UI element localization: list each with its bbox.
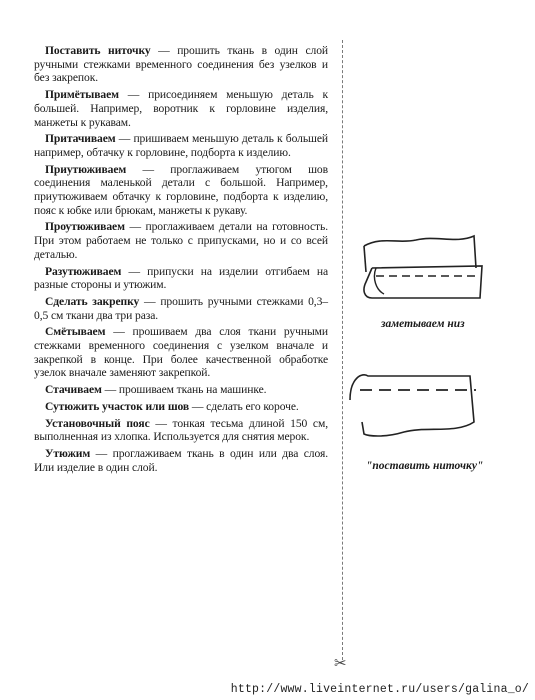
entry-term: Притачиваем xyxy=(45,132,116,146)
glossary-entry xyxy=(34,417,328,444)
entry-term: Сделать закрепку xyxy=(45,294,140,308)
basting-caption: заметываем низ xyxy=(381,318,465,330)
entry-term: Примётываем xyxy=(45,88,119,102)
entry-definition: — прошиваем два слоя ткани ручными стежками временного соединения с узелком вначале и закрепкой в конце. При более качественной обработке узелок вначале заменяют закрепкой. xyxy=(34,325,328,380)
entry-definition: — прошить ткань в один слой ручными стежками временного соединения без узелков и без закрепок. xyxy=(34,44,328,85)
entry-definition: — сделать его короче. xyxy=(189,399,299,413)
glossary-entry xyxy=(34,447,328,474)
entry-definition: — проглаживаем ткань в один или два слоя. Или изделие в один слой. xyxy=(34,446,328,474)
entry-definition: — прошить ручными стежками 0,3–0,5 см ткани два три раза. xyxy=(34,294,329,322)
entry-definition: — прошиваем ткань на машинке. xyxy=(101,383,267,397)
entry-term: Проутюживаем xyxy=(45,220,125,234)
glossary-entry xyxy=(34,265,328,292)
source-url-watermark: http://www.liveinternet.ru/users/galina_o/ xyxy=(230,683,529,696)
glossary-entry xyxy=(34,88,328,129)
scissors-icon: ✂ xyxy=(334,654,347,672)
glossary-entry xyxy=(34,132,328,159)
entry-term: Сутюжить участок или шов xyxy=(45,399,190,413)
entry-term: Поставить ниточку xyxy=(45,44,151,57)
thread-stitch-illustration xyxy=(346,366,496,456)
glossary-entry xyxy=(34,383,328,397)
entry-term: Смётываем xyxy=(45,325,106,339)
entry-definition: — присоединяем меньшую деталь к большей. Например, воротник к горловине изделия, манжеты к рукавам. xyxy=(34,88,328,129)
glossary-entry xyxy=(34,400,328,414)
glossary-entry xyxy=(34,44,328,85)
entry-term: Приутюживаем xyxy=(45,162,127,176)
entry-definition: — пришиваем меньшую деталь к большей например, обтачку к горловине, подборта к изделию. xyxy=(34,132,328,159)
entry-definition: — проглаживаем утюгом шов соединения маленькой детали с большой. Например, приутюживаем обтачку к горловине, подборта к изделию, пояс к юбке или брюкам, манжеты к рукаву. xyxy=(34,162,328,217)
glossary-entry xyxy=(34,325,328,380)
glossary xyxy=(34,44,328,477)
entry-term: Стачиваем xyxy=(45,383,102,397)
entry-definition: — тонкая тесьма длиной 150 см, выполненная из хлопка. Используется для снятия мерок. xyxy=(34,416,328,444)
glossary-entry xyxy=(34,295,328,322)
entry-term: Разутюживаем xyxy=(45,264,122,278)
entry-term: Утюжим xyxy=(45,446,91,460)
entry-definition: — проглаживаем детали на готовность. При этом работаем не только с припусками, но и со всей деталью. xyxy=(34,220,328,261)
entry-term: Установочный пояс xyxy=(45,416,150,430)
cut-line-divider xyxy=(342,40,343,660)
glossary-entry xyxy=(34,163,328,218)
basting-hem-illustration xyxy=(358,232,490,314)
entry-definition: — припуски на изделии отгибаем на разные стороны и утюжим. xyxy=(34,264,328,292)
glossary-entry xyxy=(34,220,328,261)
thread-caption: "поставить ниточку" xyxy=(366,460,484,472)
